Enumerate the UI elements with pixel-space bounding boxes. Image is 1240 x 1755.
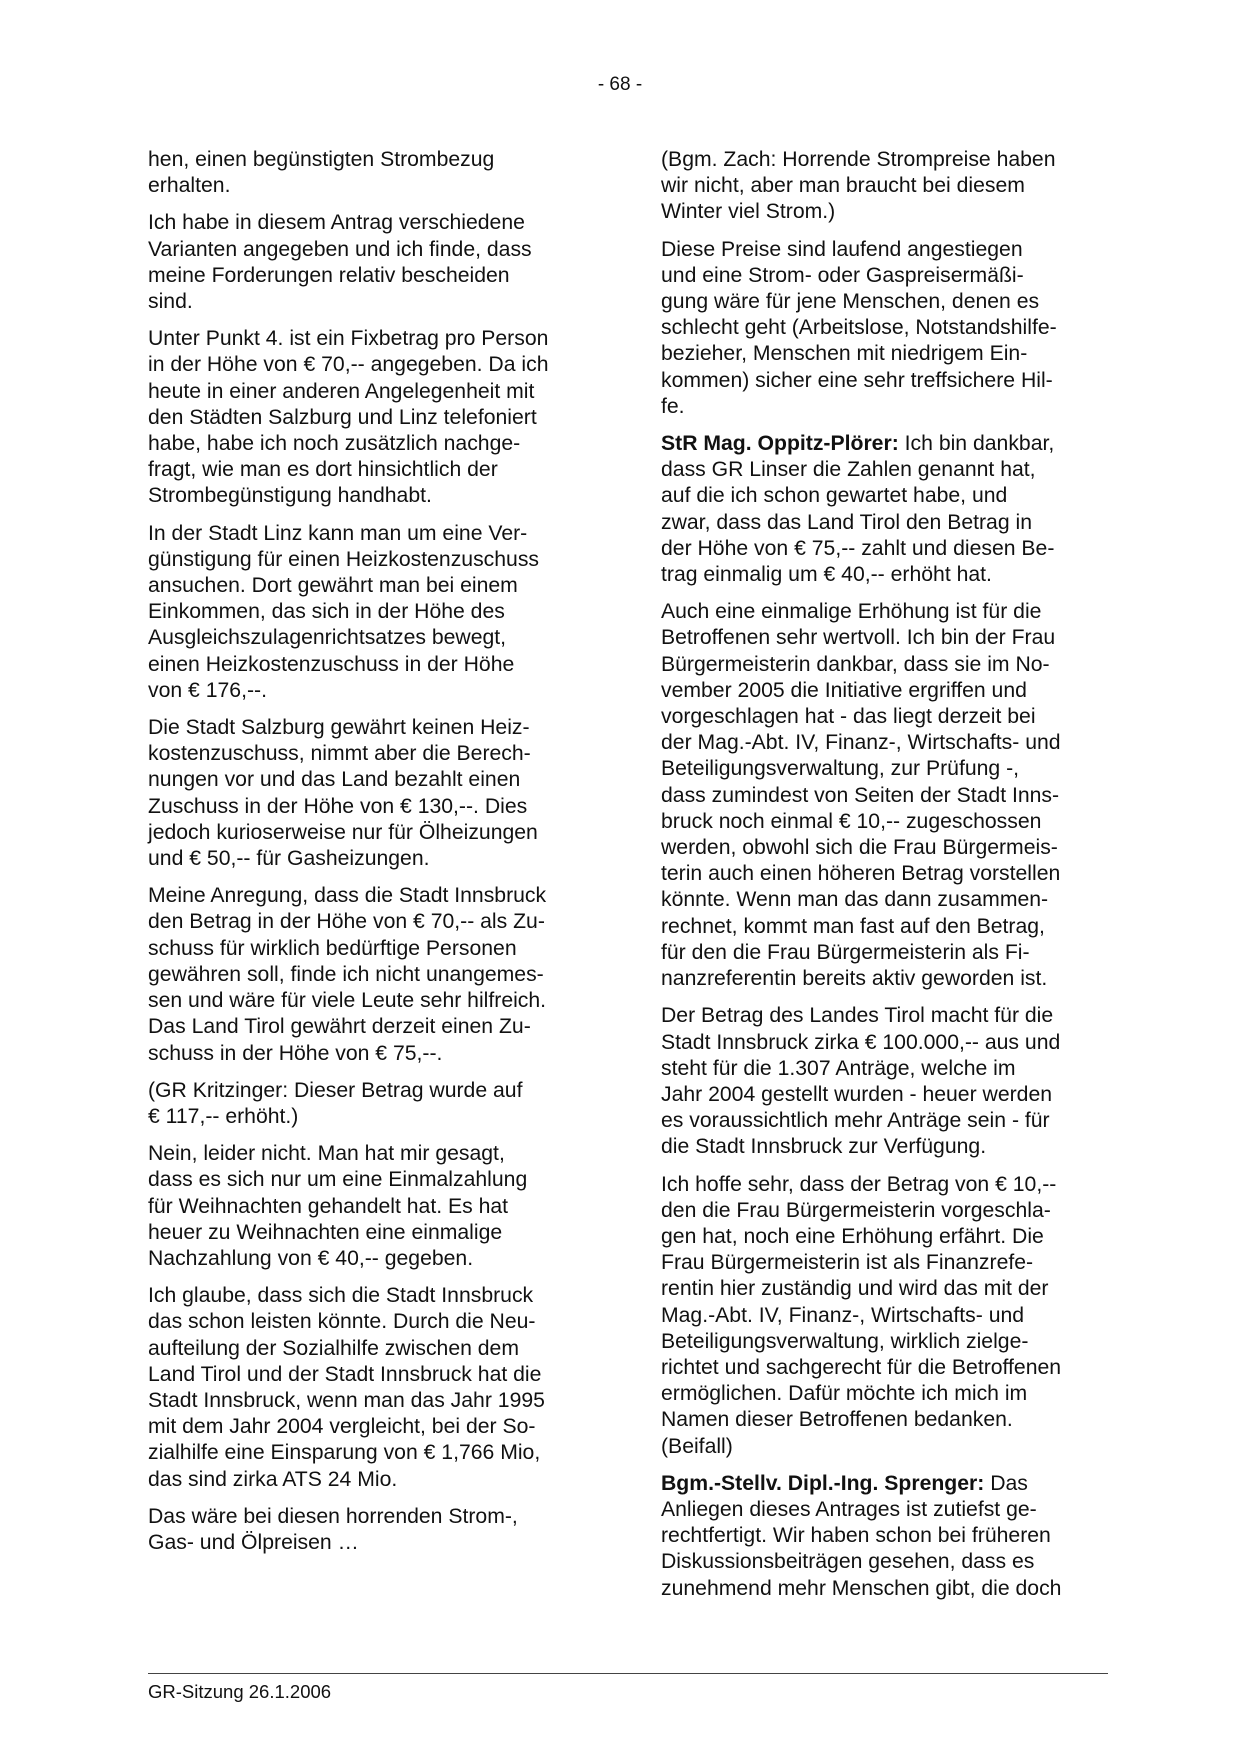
text-line: auf die ich schon gewartet habe, und bbox=[661, 484, 1008, 508]
text-line: Auch eine einmalige Erhöhung ist für die bbox=[661, 600, 1042, 624]
speaker-paragraph bbox=[661, 431, 1109, 588]
text-line: von € 176,--. bbox=[148, 678, 267, 702]
text-line: sen und wäre für viele Leute sehr hilfreich. bbox=[148, 989, 547, 1013]
speaker-paragraph bbox=[661, 1471, 1109, 1602]
text-line: Beteiligungsverwaltung, zur Prüfung -, bbox=[661, 757, 1020, 781]
text-line: und eine Strom- oder Gaspreisermäßi- bbox=[661, 263, 1024, 287]
text-line: Nachzahlung von € 40,-- gegeben. bbox=[148, 1246, 474, 1270]
text-line: Jahr 2004 gestellt wurden - heuer werden bbox=[661, 1082, 1053, 1106]
text-line: Unter Punkt 4. ist ein Fixbetrag pro Person bbox=[148, 327, 549, 351]
text-line: zwar, dass das Land Tirol den Betrag in bbox=[661, 510, 1032, 534]
text-line: (GR Kritzinger: Dieser Betrag wurde auf bbox=[148, 1078, 523, 1102]
text-line: einen Heizkostenzuschuss in der Höhe bbox=[148, 652, 515, 676]
text-line: günstigung für einen Heizkostenzuschuss bbox=[148, 547, 540, 571]
text-line: Ich bin dankbar, bbox=[898, 432, 1055, 456]
text-line: Strombegünstigung handhabt. bbox=[148, 484, 432, 508]
text-line: nanzreferentin bereits aktiv geworden ist. bbox=[661, 967, 1048, 991]
text-line: vorgeschlagen hat - das liegt derzeit bei bbox=[661, 705, 1036, 729]
text-line: Ausgleichszulagenrichtsatzes bewegt, bbox=[148, 626, 507, 650]
text-line: dass es sich nur um eine Einmalzahlung bbox=[148, 1168, 528, 1192]
paragraph bbox=[148, 326, 576, 509]
text-line: Bürgermeisterin dankbar, dass sie im No- bbox=[661, 652, 1050, 676]
text-line: wir nicht, aber man braucht bei diesem bbox=[661, 174, 1025, 198]
text-line: könnte. Wenn man das dann zusammen- bbox=[661, 888, 1049, 912]
text-line: schlecht geht (Arbeitslose, Notstandshilfe- bbox=[661, 316, 1057, 340]
text-line: Ich habe in diesem Antrag verschiedene bbox=[148, 211, 525, 235]
paragraph bbox=[148, 521, 576, 704]
text-line: Ich hoffe sehr, dass der Betrag von € 10,-- bbox=[661, 1172, 1057, 1196]
text-line: bezieher, Menschen mit niedrigem Ein- bbox=[661, 342, 1028, 366]
text-line: Betroffenen sehr wertvoll. Ich bin der Frau bbox=[661, 626, 1056, 650]
paragraph bbox=[661, 237, 1109, 420]
text-line: Zuschuss in der Höhe von € 130,--. Dies bbox=[148, 794, 528, 818]
text-line: Meine Anregung, dass die Stadt Innsbruck bbox=[148, 884, 547, 908]
text-line: vember 2005 die Initiative ergriffen und bbox=[661, 678, 1027, 702]
text-line: das sind zirka ATS 24 Mio. bbox=[148, 1467, 398, 1491]
page-number: - 68 - bbox=[597, 74, 643, 95]
text-line: trag einmalig um € 40,-- erhöht hat. bbox=[661, 563, 992, 587]
text-line: sind. bbox=[148, 290, 193, 314]
text-line: gung wäre für jene Menschen, denen es bbox=[661, 290, 1040, 314]
paragraph bbox=[661, 1003, 1109, 1160]
text-line: Frau Bürgermeisterin ist als Finanzrefe- bbox=[661, 1251, 1034, 1275]
text-line: habe, habe ich noch zusätzlich nachge- bbox=[148, 432, 521, 456]
text-line: für Weihnachten gehandelt hat. Es hat bbox=[148, 1194, 509, 1218]
paragraph bbox=[148, 1078, 576, 1130]
text-line: kommen) sicher eine sehr treffsichere Hil- bbox=[661, 368, 1053, 392]
text-line: der Höhe von € 75,-- zahlt und diesen Be- bbox=[661, 536, 1055, 560]
text-line: Der Betrag des Landes Tirol macht für die bbox=[661, 1004, 1054, 1028]
text-line: ansuchen. Dort gewährt man bei einem bbox=[148, 574, 518, 598]
text-line: schuss in der Höhe von € 75,--. bbox=[148, 1041, 443, 1065]
paragraph bbox=[148, 210, 576, 315]
text-line: das schon leisten könnte. Durch die Neu- bbox=[148, 1310, 536, 1334]
speaker-name: StR Mag. Oppitz-Plörer: bbox=[661, 432, 899, 456]
text-line: mit dem Jahr 2004 vergleicht, bei der So- bbox=[148, 1415, 536, 1439]
text-line: rentin hier zuständig und wird das mit der bbox=[661, 1277, 1049, 1301]
text-line: den Städten Salzburg und Linz telefoniert bbox=[148, 405, 537, 429]
text-line: die Stadt Innsbruck zur Verfügung. bbox=[661, 1135, 987, 1159]
text-line: Die Stadt Salzburg gewährt keinen Heiz- bbox=[148, 716, 530, 740]
text-line: zunehmend mehr Menschen gibt, die doch bbox=[661, 1576, 1062, 1600]
paragraph bbox=[148, 1141, 576, 1272]
text-line: rechnet, kommt man fast auf den Betrag, bbox=[661, 914, 1045, 938]
footer-text: GR-Sitzung 26.1.2006 bbox=[148, 1681, 332, 1702]
text-line: richtet und sachgerecht für die Betroffenen bbox=[661, 1355, 1062, 1379]
text-line: heuer zu Weihnachten eine einmalige bbox=[148, 1220, 503, 1244]
paragraph bbox=[661, 599, 1109, 992]
text-line: Das bbox=[984, 1471, 1028, 1495]
text-line: erhalten. bbox=[148, 174, 231, 198]
text-line: gewähren soll, finde ich nicht unangemes- bbox=[148, 962, 544, 986]
text-line: Stadt Innsbruck, wenn man das Jahr 1995 bbox=[148, 1388, 545, 1412]
text-line: jedoch kurioserweise nur für Ölheizungen bbox=[148, 820, 538, 844]
paragraph bbox=[148, 715, 576, 872]
text-line: zialhilfe eine Einsparung von € 1,766 Mio, bbox=[148, 1441, 541, 1465]
text-line: gen hat, noch eine Erhöhung erfährt. Die bbox=[661, 1224, 1044, 1248]
text-line: Diskussionsbeiträgen gesehen, dass es bbox=[661, 1550, 1035, 1574]
text-line: Gas- und Ölpreisen … bbox=[148, 1530, 359, 1554]
left-column bbox=[148, 147, 576, 1567]
paragraph bbox=[661, 147, 1109, 226]
text-line: Varianten angegeben und ich finde, dass bbox=[148, 237, 532, 261]
text-line: (Beifall) bbox=[661, 1434, 733, 1458]
text-line: (Bgm. Zach: Horrende Strompreise haben bbox=[661, 148, 1056, 171]
text-line: hen, einen begünstigten Strombezug bbox=[148, 148, 495, 171]
text-line: heute in einer anderen Angelegenheit mit bbox=[148, 379, 535, 403]
text-line: Beteiligungsverwaltung, wirklich zielge- bbox=[661, 1329, 1029, 1353]
text-line: ermöglichen. Dafür möchte ich mich im bbox=[661, 1382, 1028, 1406]
paragraph bbox=[148, 1504, 576, 1556]
text-line: es voraussichtlich mehr Anträge sein - für bbox=[661, 1109, 1050, 1133]
text-line: der Mag.-Abt. IV, Finanz-, Wirtschafts- und bbox=[661, 731, 1061, 755]
text-line: Das wäre bei diesen horrenden Strom-, bbox=[148, 1504, 518, 1528]
text-line: Einkommen, das sich in der Höhe des bbox=[148, 600, 505, 624]
right-column bbox=[661, 147, 1109, 1613]
text-line: rechtfertigt. Wir haben schon bei früheren bbox=[661, 1524, 1051, 1548]
text-line: kostenzuschuss, nimmt aber die Berech- bbox=[148, 742, 531, 766]
text-line: für den die Frau Bürgermeisterin als Fi- bbox=[661, 940, 1030, 964]
text-line: Nein, leider nicht. Man hat mir gesagt, bbox=[148, 1142, 505, 1166]
text-line: Namen dieser Betroffenen bedanken. bbox=[661, 1408, 1013, 1432]
text-line: € 117,-- erhöht.) bbox=[148, 1104, 299, 1128]
text-line: terin auch einen höheren Betrag vorstellen bbox=[661, 862, 1061, 886]
text-line: steht für die 1.307 Anträge, welche im bbox=[661, 1056, 1016, 1080]
text-line: in der Höhe von € 70,-- angegeben. Da ich bbox=[148, 353, 549, 377]
text-line: dass GR Linser die Zahlen genannt hat, bbox=[661, 458, 1036, 482]
footer-divider bbox=[148, 1673, 1108, 1674]
paragraph bbox=[148, 1283, 576, 1493]
speaker-name: Bgm.-Stellv. Dipl.-Ing. Sprenger: bbox=[661, 1471, 985, 1495]
text-line: den Betrag in der Höhe von € 70,-- als Zu- bbox=[148, 910, 545, 934]
text-line: In der Stadt Linz kann man um eine Ver- bbox=[148, 521, 528, 545]
text-line: Ich glaube, dass sich die Stadt Innsbruck bbox=[148, 1284, 534, 1308]
text-line: nungen vor und das Land bezahlt einen bbox=[148, 768, 521, 792]
paragraph bbox=[148, 883, 576, 1066]
text-line: Das Land Tirol gewährt derzeit einen Zu- bbox=[148, 1015, 531, 1039]
text-line: werden, obwohl sich die Frau Bürgermeis- bbox=[661, 836, 1058, 860]
text-line: Mag.-Abt. IV, Finanz-, Wirtschafts- und bbox=[661, 1303, 1025, 1327]
text-line: Winter viel Strom.) bbox=[661, 200, 836, 224]
text-line: fragt, wie man es dort hinsichtlich der bbox=[148, 458, 498, 482]
text-line: Stadt Innsbruck zirka € 100.000,-- aus und bbox=[661, 1030, 1061, 1054]
text-line: dass zumindest von Seiten der Stadt Inns- bbox=[661, 783, 1060, 807]
text-line: aufteilung der Sozialhilfe zwischen dem bbox=[148, 1336, 519, 1360]
text-line: schuss für wirklich bedürftige Personen bbox=[148, 936, 517, 960]
paragraph bbox=[148, 147, 576, 199]
paragraph bbox=[661, 1172, 1109, 1460]
text-line: den die Frau Bürgermeisterin vorgeschla- bbox=[661, 1198, 1051, 1222]
text-line: und € 50,-- für Gasheizungen. bbox=[148, 847, 430, 871]
text-line: bruck noch einmal € 10,-- zugeschossen bbox=[661, 809, 1042, 833]
text-line: fe. bbox=[661, 394, 685, 418]
text-line: Land Tirol und der Stadt Innsbruck hat die bbox=[148, 1362, 542, 1386]
text-line: meine Forderungen relativ bescheiden bbox=[148, 263, 510, 287]
text-line: Anliegen dieses Antrages ist zutiefst ge- bbox=[661, 1497, 1037, 1521]
text-line: Diese Preise sind laufend angestiegen bbox=[661, 237, 1023, 261]
